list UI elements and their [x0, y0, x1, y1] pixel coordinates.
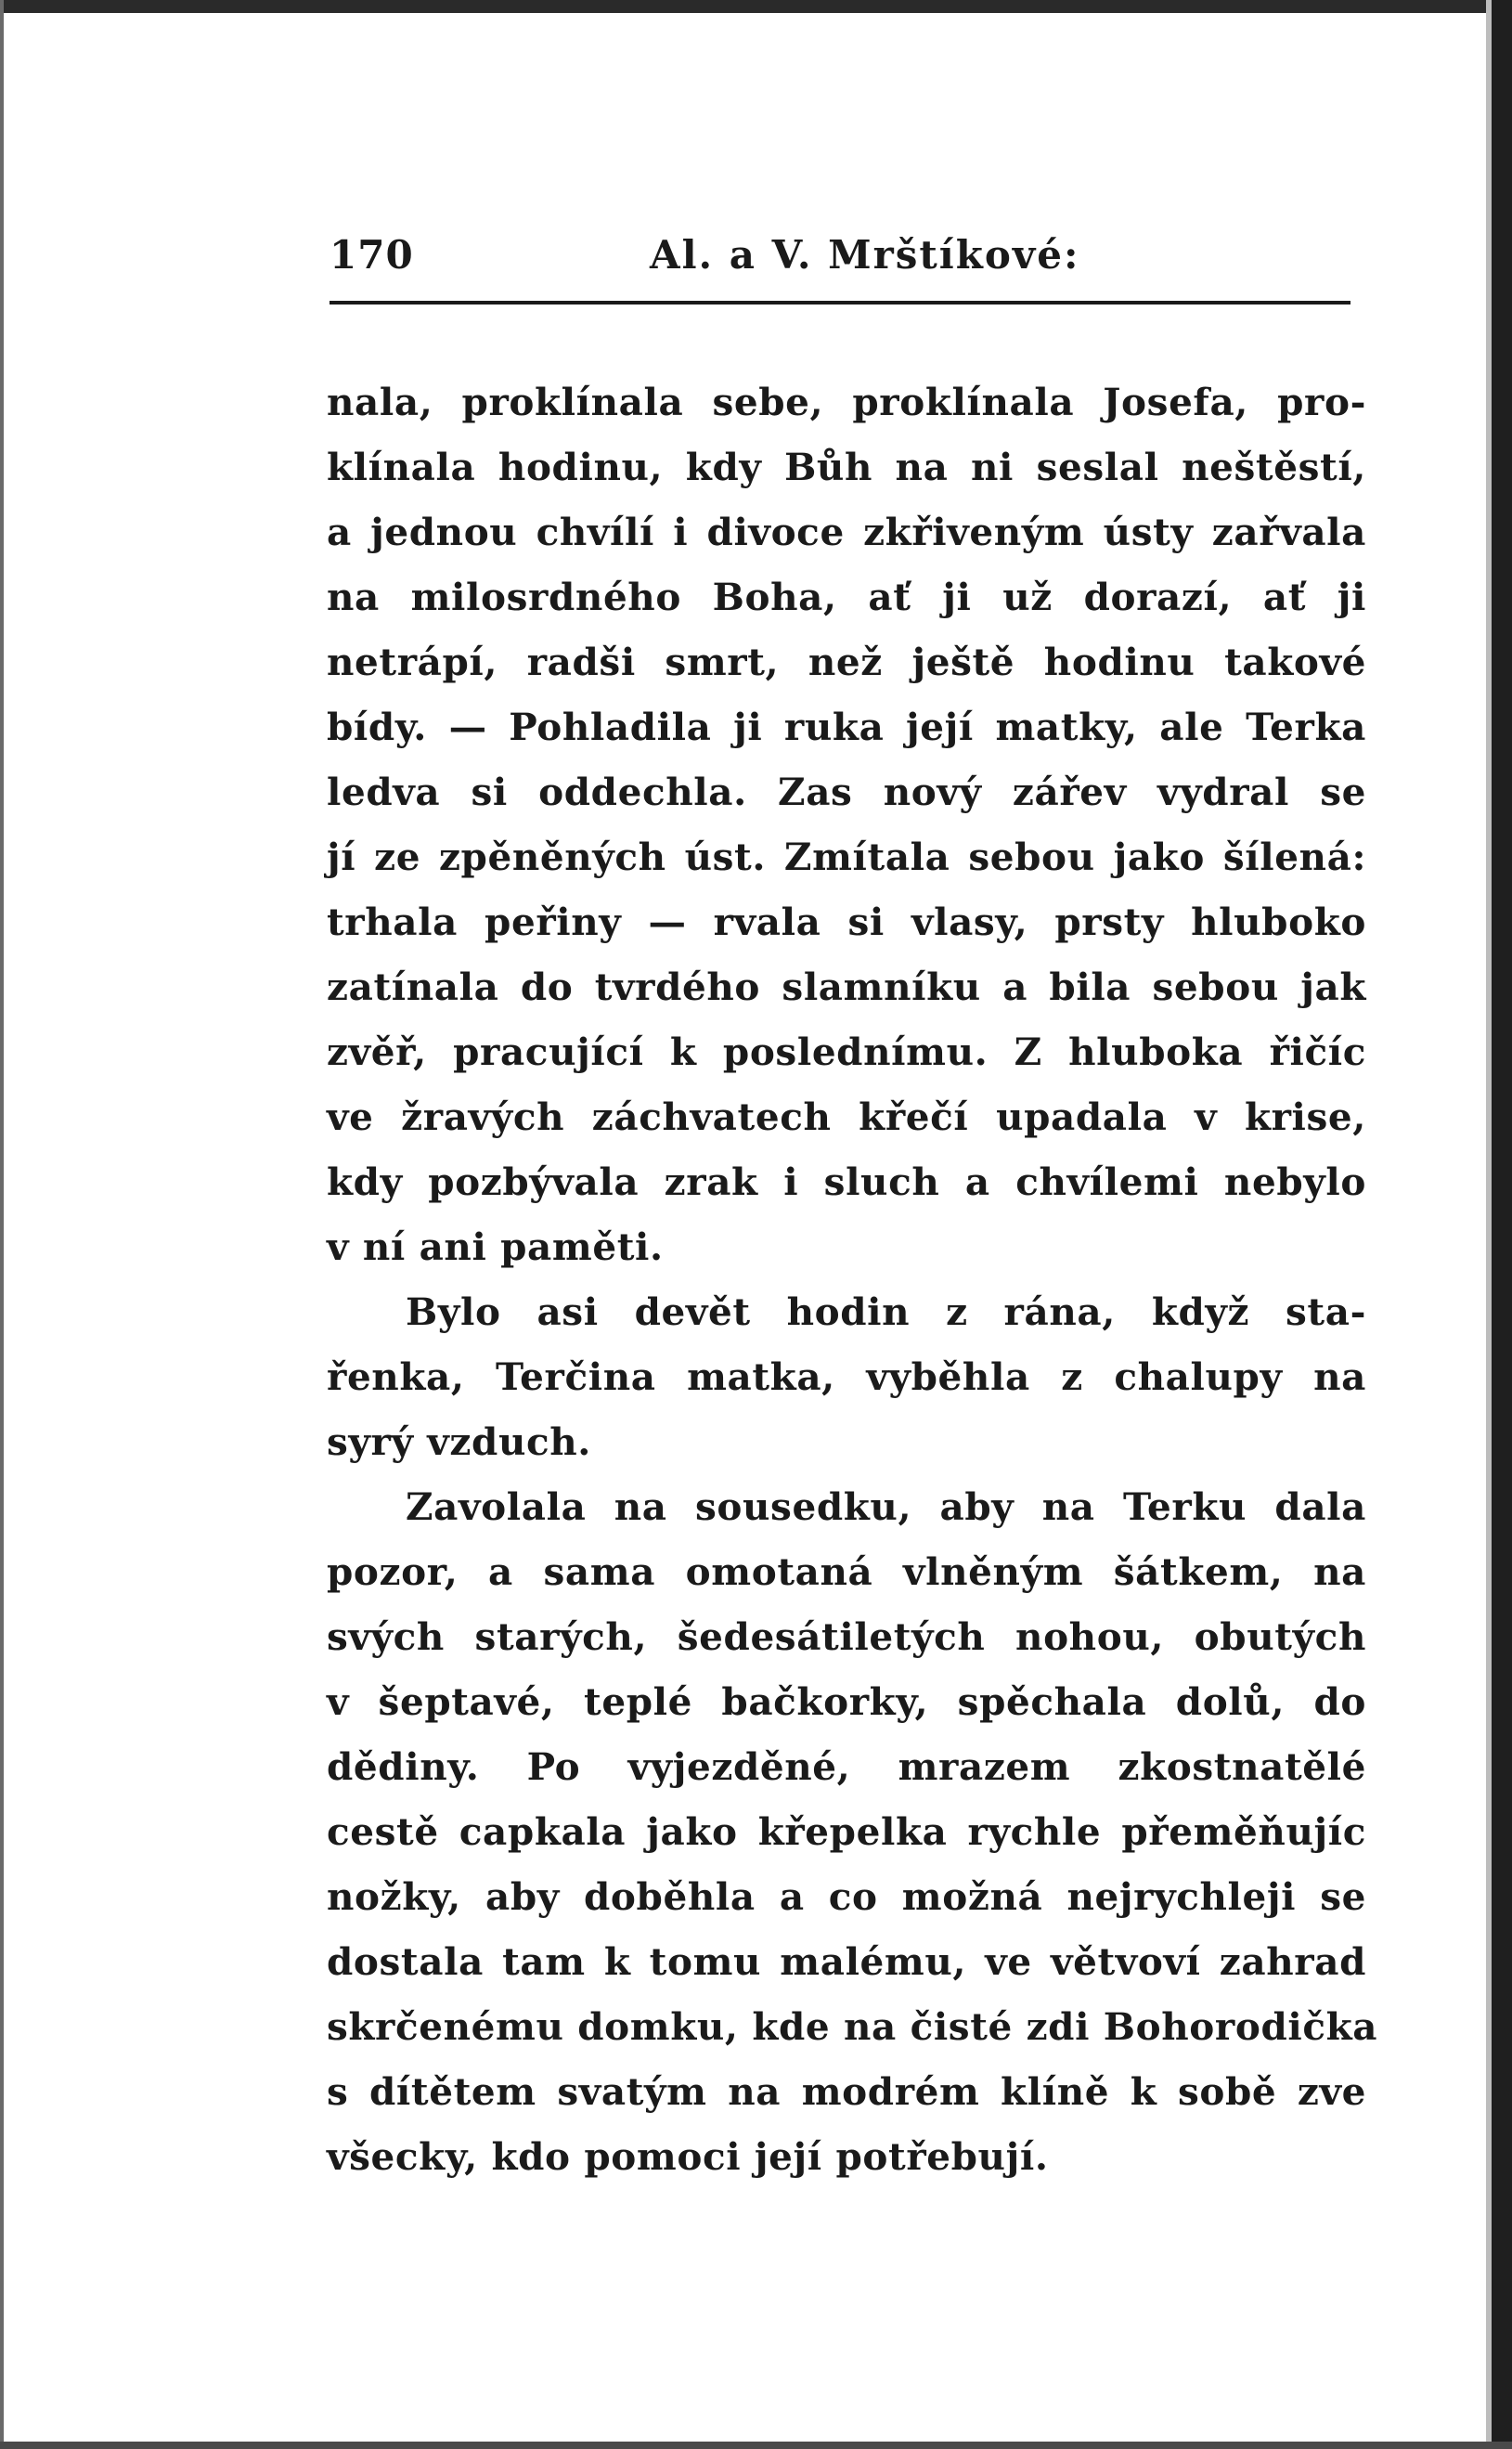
- scan-border-bottom: [0, 2442, 1512, 2449]
- text-line: řenka, Terčina matka, vyběhla z chalupy na: [327, 1354, 1366, 1399]
- scan-border-right: [1492, 0, 1512, 2449]
- text-line: zvěř, pracující k poslednímu. Z hluboka řičíc: [327, 1030, 1366, 1074]
- text-line: dědiny. Po vyjezděné, mrazem zkostnatělé: [327, 1744, 1366, 1789]
- running-title: Al. a V. Mrštíkové:: [650, 232, 1080, 278]
- header-rule: [330, 301, 1350, 305]
- text-line: cestě capkala jako křepelka rychle přeměňujíc: [327, 1809, 1366, 1854]
- text-line: ledva si oddechla. Zas nový zářev vydral se: [327, 770, 1366, 814]
- text-line: v ní ani paměti.: [327, 1224, 664, 1269]
- text-line: skrčenému domku, kde na čisté zdi Bohorodička: [327, 2004, 1378, 2049]
- page-header: [330, 232, 1350, 288]
- text-line: nožky, aby doběhla a co možná nejrychleji se: [327, 1874, 1366, 1919]
- text-line: svých starých, šedesátiletých nohou, obutých: [327, 1614, 1366, 1659]
- paragraph: [327, 1279, 1366, 1474]
- text-line: ve žravých záchvatech křečí upadala v krise,: [327, 1095, 1366, 1139]
- text-line: Zavolala na sousedku, aby na Terku dala: [406, 1484, 1366, 1529]
- text-line: trhala peřiny — rvala si vlasy, prsty hluboko: [327, 900, 1366, 944]
- scan-border-left: [0, 0, 4, 2449]
- paragraph: [327, 1474, 1378, 2189]
- text-line: nala, proklínala sebe, proklínala Josefa, pro-: [327, 380, 1366, 424]
- text-line: v šeptavé, teplé bačkorky, spěchala dolů, do: [327, 1679, 1366, 1724]
- text-line: jí ze zpěněných úst. Zmítala sebou jako šílená:: [327, 835, 1366, 879]
- text-line: všecky, kdo pomoci její potřebují.: [327, 2134, 1049, 2179]
- text-line: na milosrdného Boha, ať ji už dorazí, ať ji: [327, 575, 1366, 619]
- text-line: dostala tam k tomu malému, ve větvoví zahrad: [327, 1939, 1366, 1984]
- text-line: netrápí, radši smrt, než ještě hodinu takové: [327, 640, 1366, 684]
- text-line: Bylo asi devět hodin z rána, když sta-: [406, 1289, 1366, 1334]
- text-line: s dítětem svatým na modrém klíně k sobě zve: [327, 2069, 1366, 2114]
- text-line: bídy. — Pohladila ji ruka její matky, ale Terka: [327, 705, 1366, 749]
- text-line: pozor, a sama omotaná vlněným šátkem, na: [327, 1549, 1366, 1594]
- text-line: kdy pozbývala zrak i sluch a chvílemi nebylo: [327, 1160, 1366, 1204]
- paragraph: [327, 369, 1366, 1279]
- text-line: zatínala do tvrdého slamníku a bila sebou jak: [327, 965, 1366, 1009]
- page-number: 170: [330, 232, 414, 278]
- text-line: klínala hodinu, kdy Bůh na ni seslal neštěstí,: [327, 445, 1366, 489]
- text-line: syrý vzduch.: [327, 1419, 592, 1464]
- scan-border-top: [0, 0, 1512, 13]
- text-line: a jednou chvílí i divoce zkřiveným ústy zařvala: [327, 510, 1366, 554]
- body-text: [327, 369, 1378, 2189]
